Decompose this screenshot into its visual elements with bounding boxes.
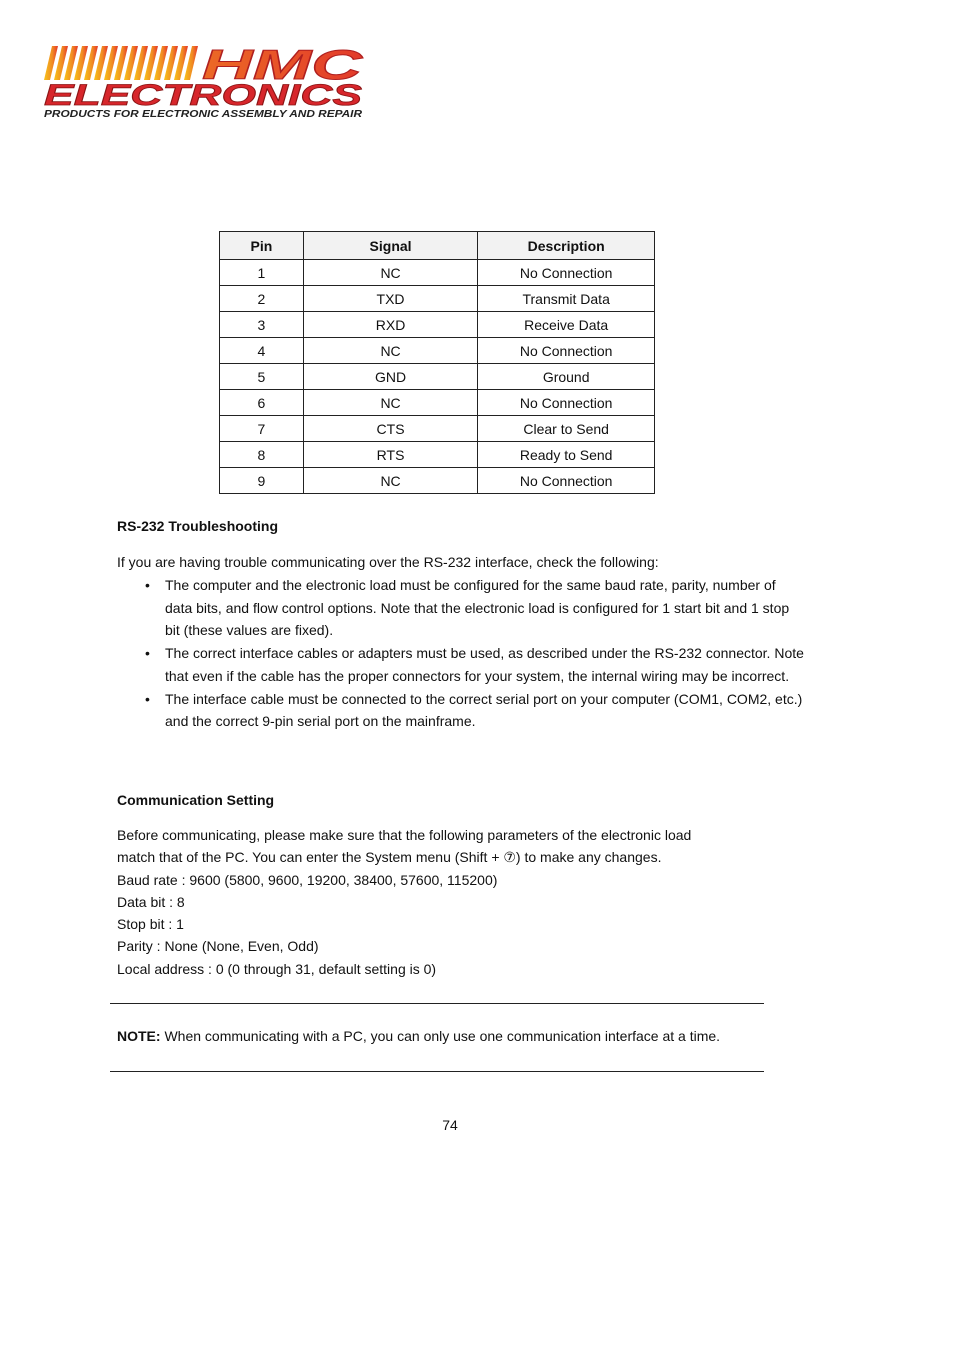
troubleshooting-heading: RS-232 Troubleshooting xyxy=(117,518,279,534)
table-row xyxy=(220,338,655,364)
header-pin: Pin xyxy=(220,232,304,260)
signal-cell: NC xyxy=(303,260,478,286)
pin-cell: 6 xyxy=(220,390,304,416)
signal-cell: CTS xyxy=(303,416,478,442)
parity-line: Parity : None (None, Even, Odd) xyxy=(117,938,319,954)
table-row xyxy=(220,416,655,442)
note-label: NOTE: xyxy=(117,1028,161,1044)
communication-para-line2: match that of the PC. You can enter the System menu (Shift + ⑦) to make any changes. xyxy=(117,849,662,865)
communication-para-line1: Before communicating, please make sure that the following parameters of the electronic load xyxy=(117,827,692,843)
troubleshooting-list xyxy=(117,574,805,733)
troubleshooting-intro: If you are having trouble communicating over the RS-232 interface, check the following: xyxy=(117,554,659,570)
note-text: When communicating with a PC, you can only use one communication interface at a time. xyxy=(160,1028,721,1044)
description-cell: Clear to Send xyxy=(478,416,655,442)
header-description: Description xyxy=(478,232,655,260)
pin-cell: 4 xyxy=(220,338,304,364)
table-row xyxy=(220,468,655,494)
signal-cell: RXD xyxy=(303,312,478,338)
description-cell: Transmit Data xyxy=(478,286,655,312)
pin-cell: 7 xyxy=(220,416,304,442)
description-cell: No Connection xyxy=(478,260,655,286)
communication-heading: Communication Setting xyxy=(117,792,275,808)
note-bottom-divider xyxy=(110,1071,764,1072)
description-cell: Ground xyxy=(478,364,655,390)
pin-cell: 3 xyxy=(220,312,304,338)
table-row xyxy=(220,390,655,416)
logo-electronics-text: ELECTRONICS xyxy=(44,79,362,112)
pin-cell: 5 xyxy=(220,364,304,390)
signal-cell: GND xyxy=(303,364,478,390)
description-cell: No Connection xyxy=(478,338,655,364)
table-row xyxy=(220,364,655,390)
pin-cell: 2 xyxy=(220,286,304,312)
description-cell: Ready to Send xyxy=(478,442,655,468)
page-number: 74 xyxy=(442,1117,458,1133)
signal-cell: NC xyxy=(303,338,478,364)
signal-cell: TXD xyxy=(303,286,478,312)
header-signal: Signal xyxy=(303,232,478,260)
list-item: • The interface cable must be connected to the correct serial port on your computer (COM1, COM2, etc.) and the correct 9-pin serial port on the mainframe. xyxy=(165,688,805,733)
list-item: • The correct interface cables or adapters must be used, as described under the RS-232 connector. Note that even if the cable has the proper connectors for your system, the internal wiring may be incorrect. xyxy=(165,642,805,687)
table-header-row xyxy=(220,232,655,260)
pin-cell: 1 xyxy=(220,260,304,286)
table-row xyxy=(220,312,655,338)
signal-cell: NC xyxy=(303,390,478,416)
list-item: • The computer and the electronic load must be configured for the same baud rate, parity, number of data bits, and flow control options. Note that the electronic load is configured for 1 start bit and 1 stop bit (these values are fixed). xyxy=(165,574,805,642)
local-address-line: Local address : 0 (0 through 31, default setting is 0) xyxy=(117,961,437,977)
table-row xyxy=(220,260,655,286)
table-row xyxy=(220,442,655,468)
baud-rate-line: Baud rate : 9600 (5800, 9600, 19200, 38400, 57600, 115200) xyxy=(117,872,498,888)
data-bit-line: Data bit : 8 xyxy=(117,894,185,910)
description-cell: No Connection xyxy=(478,390,655,416)
table-row xyxy=(220,286,655,312)
pin-table xyxy=(219,231,655,494)
hmc-electronics-logo xyxy=(42,42,364,120)
logo-hmc-text: HMC xyxy=(202,42,364,88)
description-cell: No Connection xyxy=(478,468,655,494)
stop-bit-line: Stop bit : 1 xyxy=(117,916,184,932)
pin-cell: 9 xyxy=(220,468,304,494)
note-block xyxy=(117,1025,767,1047)
pin-cell: 8 xyxy=(220,442,304,468)
signal-cell: RTS xyxy=(303,442,478,468)
logo-tagline: PRODUCTS FOR ELECTRONIC ASSEMBLY AND REPAIR xyxy=(44,108,363,120)
signal-cell: NC xyxy=(303,468,478,494)
note-top-divider xyxy=(110,1003,764,1004)
description-cell: Receive Data xyxy=(478,312,655,338)
